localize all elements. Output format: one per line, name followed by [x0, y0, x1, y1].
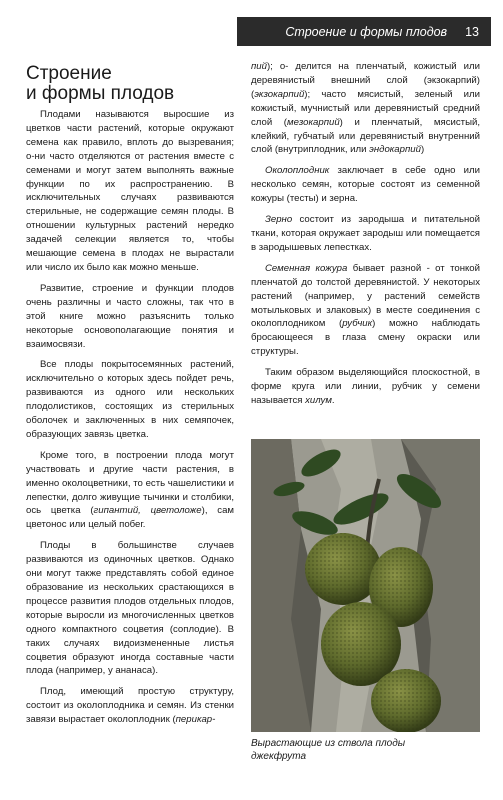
paragraph: Зерно состоит из зародыша и питательной ткани, которая окружает зародыш или помещается в зародышевых лепестках. [251, 214, 480, 253]
running-header [237, 17, 491, 46]
right-text-column [251, 60, 480, 415]
paragraph: пий); о- делится на пленчатый, кожистый или деревянистый внешний слой (экзокарпий) (экзокарпий); часто мясистый, зеленый или кожистый, мучнистый или деревянистый средний слой (мезокарпий) и пленчатый, мясистый, клейкий, губчатый или деревянистый внутренний слой (внутриплодник, или эндокарпий) [251, 61, 480, 156]
left-text-column [26, 108, 234, 734]
running-header-title: Строение и формы плодов [285, 24, 448, 39]
paragraph: Плодами называются выросшие из цветков части растений, которые окружают семена как правило, вплоть до вызревания; о-ни часто отделяются от растения вместе с семенами и могут затем выполнять важные функции по их распространению. В исключительных случаях развиваются стерильные, не содержащие семян плоды. В отношении культурных растений нередко задачей селекции является то, чтобы мешающие семена в плодах не вырастали или число их было как можно меньше. [26, 109, 234, 273]
paragraph: Плоды в большинстве случаев развиваются из одиночных цветков. Однако они могут также представлять собой единое образование из нескольких срастающихся в процессе развития плодов отдельных плодов, которые выросли из многочисленных цветков одного компактного соцветия (соплодие). В таких случаях видоизмененные листья соцветия образуют иногда составные части плода (например, у ананаса). [26, 540, 234, 677]
paragraph: Околоплодник заключает в себе одно или несколько семян, которые состоят из семенной кожуры (тесты) и зерна. [251, 165, 480, 205]
paragraph: Семенная кожура бывает разной - от тонкой пленчатой до толстой деревянистой. У некоторых растений (например, у растений семейств мотыльковых и злаковых) в месте соединения с околоплодником (рубчик) можно наблюдать бросающееся в глаза смену окраски или структуры. [251, 262, 481, 358]
jackfruit-photo [251, 439, 480, 732]
section-title-line1: Строение [26, 63, 112, 84]
paragraph: Все плоды покрытосемянных растений, исключительно о которых здесь пойдет речь, развиваются из одного или нескольких плодолистиков, состоящих из стерильных оболочек и заключенных в них семяпочек, образующих завязь цветка. [26, 359, 234, 440]
paragraph: Плод, имеющий простую структуру, состоит из околоплодника и семян. Из стенки завязи вырастает околоплодник (перикар- [26, 686, 234, 726]
photo-caption [251, 737, 480, 763]
section-title [26, 64, 236, 104]
paragraph: Кроме того, в построении плода могут участвовать и другие части растения, в именно околоцветники, то есть чашелистики и лепестки, долго живущие тычинки и столбики, ось цветка (гипантий, цветоложе), сам цветонос или целый побег. [26, 449, 234, 531]
paragraph: Таким образом выделяющийся плоскостной, в форме круга или линии, рубчик у семени называется хилум. [251, 367, 480, 406]
photo-caption-line2: джекфрута [251, 751, 307, 762]
paragraph: Развитие, строение и функции плодов очень различны и часто сложны, так что в этой книге можно разъяснить только некоторые основополагающие понятия и взаимосвязи. [26, 282, 234, 350]
section-title-line2: и формы плодов [26, 83, 175, 104]
page-number: 13 [465, 24, 479, 39]
photo-caption-line1: Вырастающие из ствола плоды [251, 738, 406, 749]
